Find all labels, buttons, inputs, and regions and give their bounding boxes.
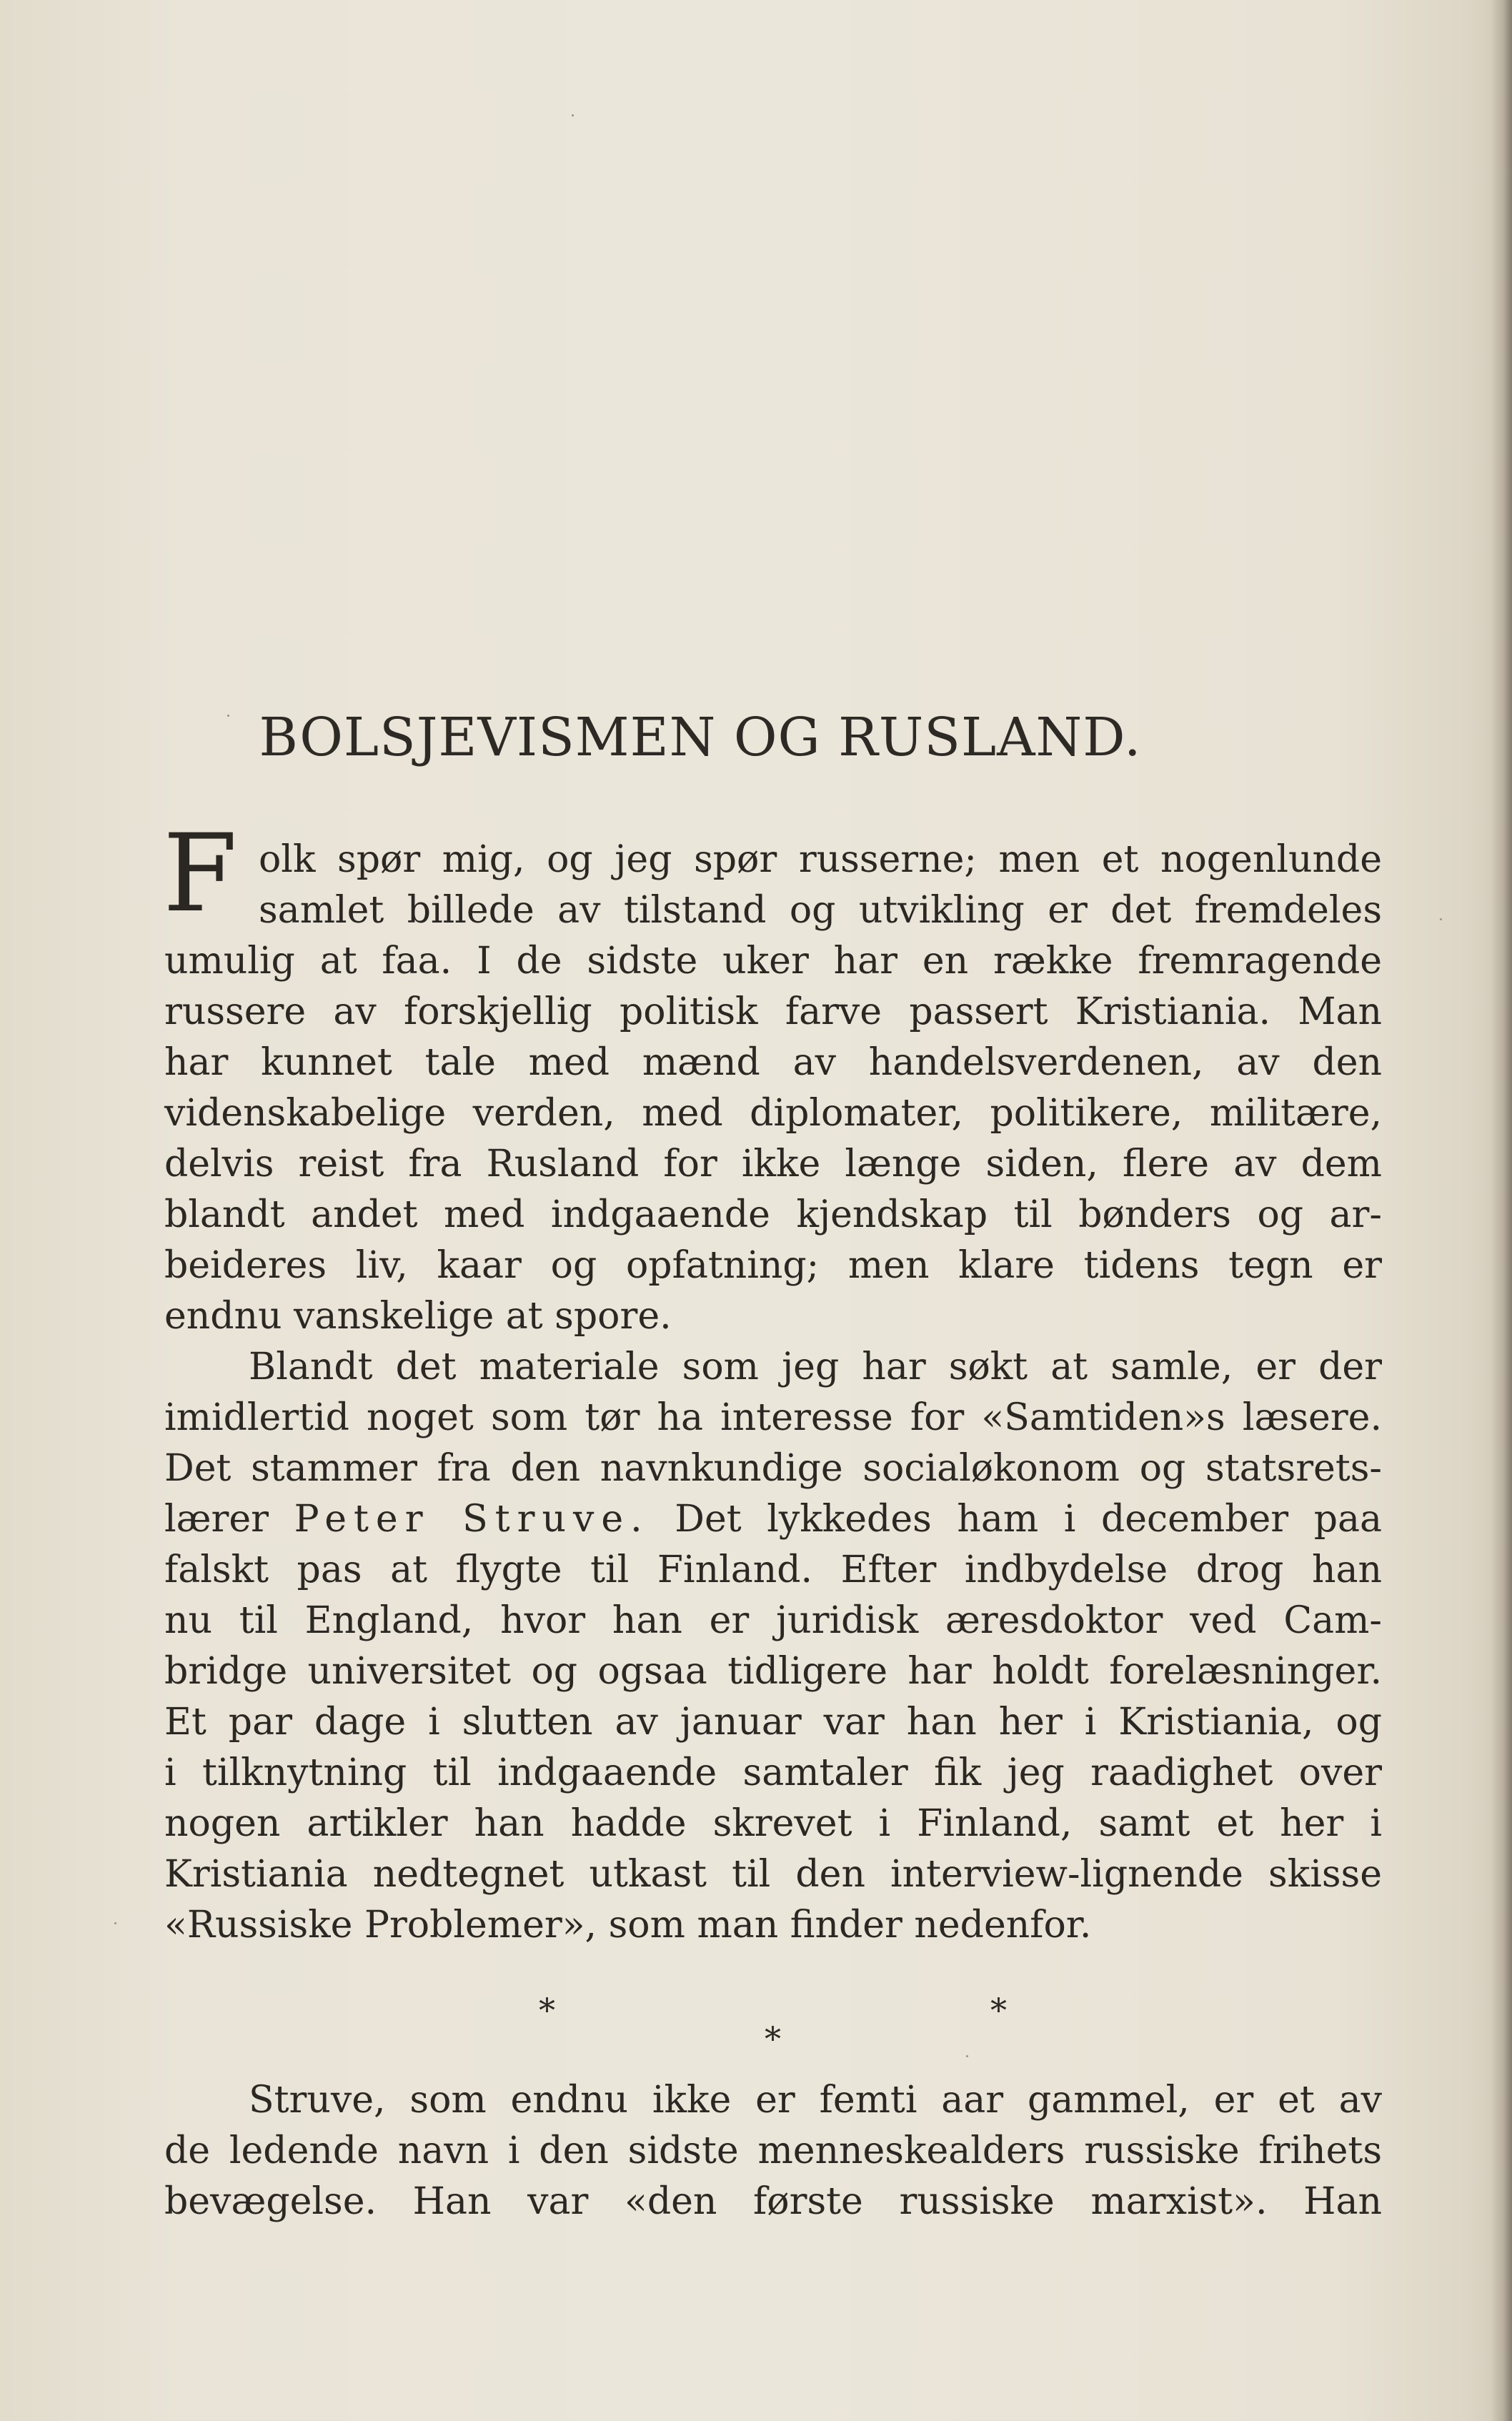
text-line: endnu vanskelige at spore.: [164, 1295, 672, 1338]
separator-asterisk: *: [539, 1991, 555, 2029]
text-line: nu til England, hvor han er juridisk æresdoktor ved Cam-: [164, 1599, 1382, 1642]
paper-speck: [1440, 918, 1442, 920]
text-line: umulig at faa. I de sidste uker har en række fremragende: [164, 940, 1382, 983]
paragraph-1: [164, 835, 1382, 1951]
chapter-title: BOLSJEVISMEN OG RUSLAND.: [259, 707, 1142, 768]
text-line: blandt andet med indgaaende kjendskap til bønders og ar-: [164, 1193, 1382, 1236]
text-line-struve: [164, 1494, 1382, 1545]
text-line: delvis reist fra Rusland for ikke længe siden, flere av dem: [164, 1143, 1382, 1185]
drop-cap: F: [163, 812, 238, 936]
text-line: falskt pas at flygte til Finland. Efter indbydelse drog han: [164, 1548, 1382, 1591]
person-name-spaced: Peter Struve.: [294, 1498, 650, 1541]
text-line: videnskabelige verden, med diplomater, politikere, militære,: [164, 1092, 1382, 1135]
paper-speck: [114, 1922, 116, 1924]
text-line: Kristiania nedtegnet utkast til den interview-lignende skisse: [164, 1853, 1382, 1896]
text-line: de ledende navn i den sidste menneskealders russiske frihets: [164, 2129, 1382, 2172]
text-fragment: Det lykkedes ham i december paa: [675, 1498, 1383, 1541]
text-line: i tilknytning til indgaaende samtaler fik jeg raadighet over: [164, 1751, 1382, 1794]
text-line: imidlertid noget som tør ha interesse for «Samtiden»s læsere.: [164, 1396, 1382, 1439]
text-line: Struve, som endnu ikke er femti aar gammel, er et av: [249, 2079, 1382, 2122]
text-line: Det stammer fra den navnkundige socialøkonom og statsrets-: [164, 1447, 1382, 1490]
text-line: bevægelse. Han var «den første russiske marxist». Han: [164, 2180, 1382, 2223]
text-line: Blandt det materiale som jeg har søkt at samle, er der: [249, 1346, 1382, 1388]
text-fragment: lærer: [164, 1498, 269, 1541]
paragraph-3: [164, 2075, 1382, 2227]
page-edge-shadow: [1491, 0, 1512, 2421]
text-line: har kunnet tale med mænd av handelsverdenen, av den: [164, 1041, 1382, 1084]
text-line: nogen artikler han hadde skrevet i Finland, samt et her i: [164, 1802, 1382, 1845]
separator-asterisk: *: [765, 2019, 781, 2058]
text-line: samlet billede av tilstand og utvikling er det fremdeles: [259, 889, 1382, 932]
paper-speck: [966, 2055, 968, 2057]
separator-asterisk: *: [990, 1991, 1007, 2029]
text-line: bridge universitet og ogsaa tidligere har holdt forelæsninger.: [164, 1650, 1382, 1693]
text-line: Et par dage i slutten av januar var han her i Kristiania, og: [164, 1701, 1382, 1744]
text-line: olk spør mig, og jeg spør russerne; men et nogenlunde: [259, 838, 1382, 881]
paper-speck: [572, 114, 574, 116]
text-line: «Russiske Problemer», som man finder nedenfor.: [164, 1904, 1092, 1947]
text-line: russere av forskjellig politisk farve passert Kristiania. Man: [164, 990, 1382, 1033]
text-line: beideres liv, kaar og opfatning; men klare tidens tegn er: [164, 1244, 1382, 1287]
paper-speck: [227, 715, 229, 717]
